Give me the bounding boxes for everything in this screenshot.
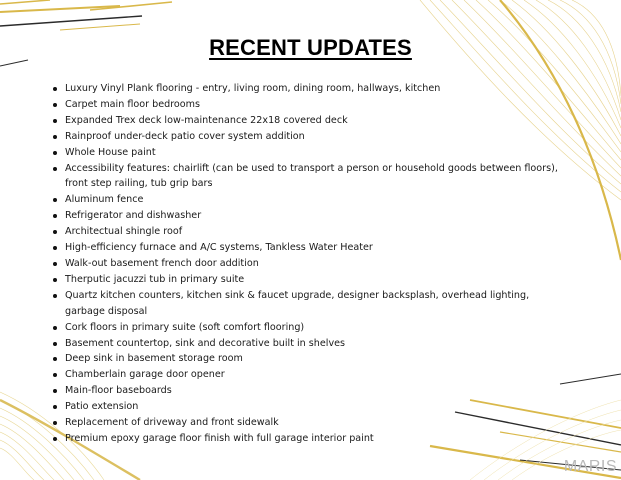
list-item: High-efficiency furnace and A/C systems, Tankless Water Heater — [51, 240, 566, 256]
list-item: Patio extension — [51, 399, 566, 415]
list-item: Carpet main floor bedrooms — [51, 97, 566, 113]
updates-list — [51, 81, 566, 447]
list-item: Therputic jacuzzi tub in primary suite — [51, 272, 566, 288]
list-item: Cork floors in primary suite (soft comfort flooring) — [51, 320, 566, 336]
watermark-logo: MARIS — [563, 458, 617, 475]
list-item: Expanded Trex deck low-maintenance 22x18 covered deck — [51, 113, 566, 129]
list-item: Aluminum fence — [51, 192, 566, 208]
list-item: Refrigerator and dishwasher — [51, 208, 566, 224]
list-item: Premium epoxy garage floor finish with full garage interior paint — [51, 431, 566, 447]
list-item: Quartz kitchen counters, kitchen sink & faucet upgrade, designer backsplash, overhead lighting, garbage disposal — [51, 288, 566, 320]
list-item: Accessibility features: chairlift (can be used to transport a person or household goods between floors), front step railing, tub grip bars — [51, 161, 566, 193]
list-item: Walk-out basement french door addition — [51, 256, 566, 272]
list-item: Chamberlain garage door opener — [51, 367, 566, 383]
list-item: Deep sink in basement storage room — [51, 351, 566, 367]
list-item: Rainproof under-deck patio cover system addition — [51, 129, 566, 145]
list-item: Replacement of driveway and front sidewalk — [51, 415, 566, 431]
list-item: Architectual shingle roof — [51, 224, 566, 240]
list-item: Whole House paint — [51, 145, 566, 161]
page-title: RECENT UPDATES — [209, 34, 412, 60]
list-item: Main-floor baseboards — [51, 383, 566, 399]
list-item: Luxury Vinyl Plank flooring - entry, living room, dining room, hallways, kitchen — [51, 81, 566, 97]
list-item: Basement countertop, sink and decorative built in shelves — [51, 336, 566, 352]
